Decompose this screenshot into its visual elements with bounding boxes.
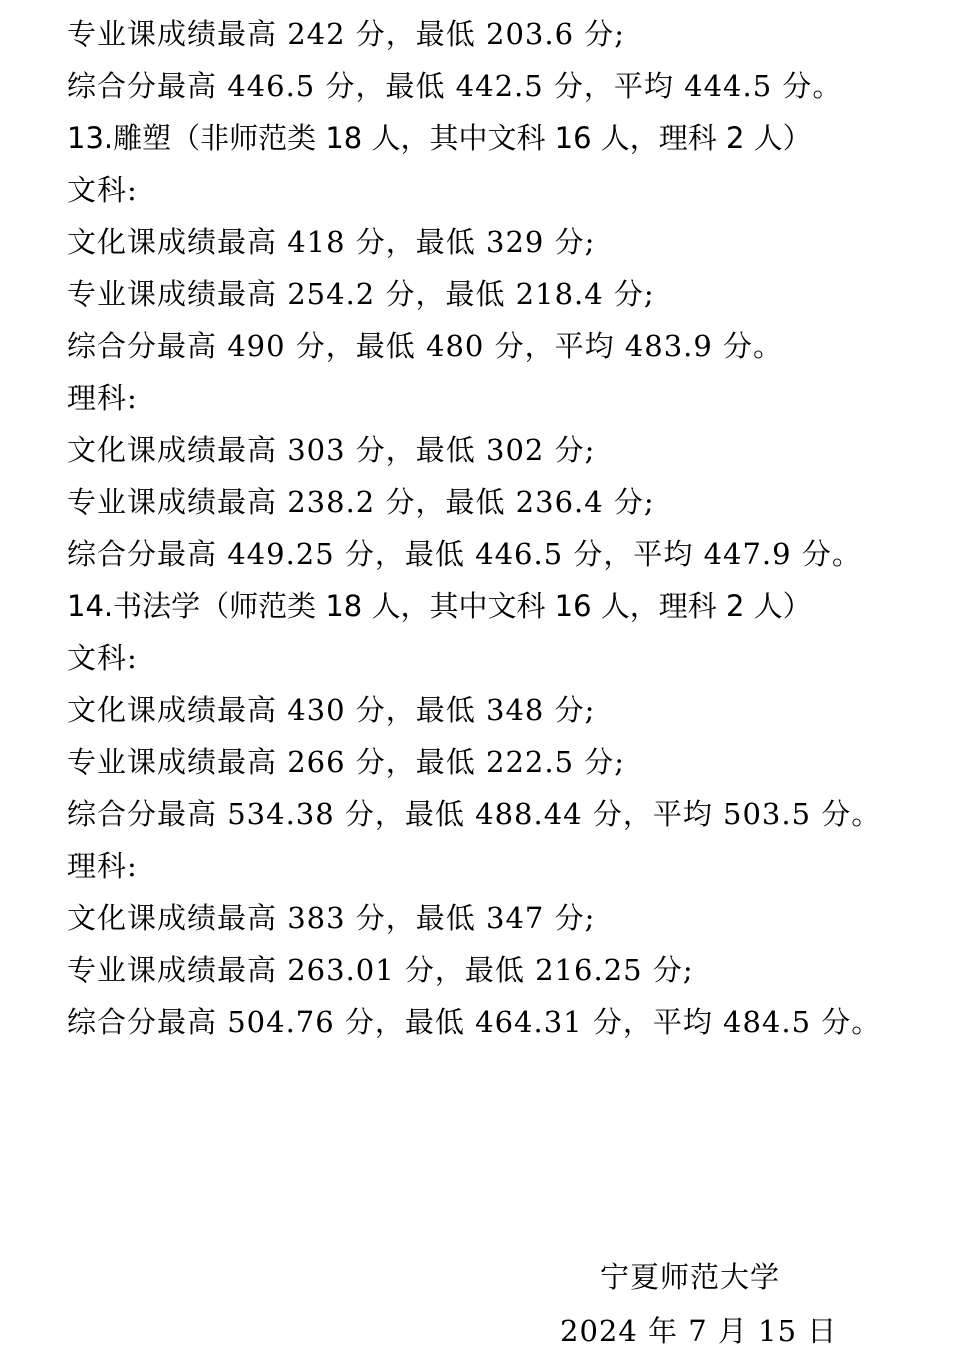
section-heading: 13.雕塑（非师范类 18 人，其中文科 16 人，理科 2 人） xyxy=(67,121,812,155)
text-line: 文化课成绩最高 303 分，最低 302 分; xyxy=(67,433,596,467)
subsection-label: 理科: xyxy=(67,381,138,415)
signature-org: 宁夏师范大学 xyxy=(599,1260,780,1294)
text-line: 文化课成绩最高 430 分，最低 348 分; xyxy=(67,693,596,727)
text-line: 专业课成绩最高 238.2 分，最低 236.4 分; xyxy=(67,485,655,519)
text-line: 专业课成绩最高 242 分，最低 203.6 分; xyxy=(67,17,626,51)
text-line: 综合分最高 504.76 分，最低 464.31 分，平均 484.5 分。 xyxy=(67,1005,882,1039)
subsection-label: 理科: xyxy=(67,849,138,883)
text-line: 专业课成绩最高 254.2 分，最低 218.4 分; xyxy=(67,277,655,311)
section-heading: 14.书法学（师范类 18 人，其中文科 16 人，理科 2 人） xyxy=(67,589,812,623)
text-line: 文化课成绩最高 383 分，最低 347 分; xyxy=(67,901,596,935)
signature-date: 2024 年 7 月 15 日 xyxy=(560,1314,838,1348)
text-line: 综合分最高 534.38 分，最低 488.44 分，平均 503.5 分。 xyxy=(67,797,882,831)
text-line: 专业课成绩最高 266 分，最低 222.5 分; xyxy=(67,745,626,779)
signature-block xyxy=(560,1250,838,1358)
text-line: 综合分最高 490 分，最低 480 分，平均 483.9 分。 xyxy=(67,329,784,363)
document-body xyxy=(67,8,947,1048)
text-line: 专业课成绩最高 263.01 分，最低 216.25 分; xyxy=(67,953,694,987)
text-line: 文化课成绩最高 418 分，最低 329 分; xyxy=(67,225,596,259)
subsection-label: 文科: xyxy=(67,641,138,675)
subsection-label: 文科: xyxy=(67,173,138,207)
text-line: 综合分最高 446.5 分，最低 442.5 分，平均 444.5 分。 xyxy=(67,69,843,103)
text-line: 综合分最高 449.25 分，最低 446.5 分，平均 447.9 分。 xyxy=(67,537,862,571)
